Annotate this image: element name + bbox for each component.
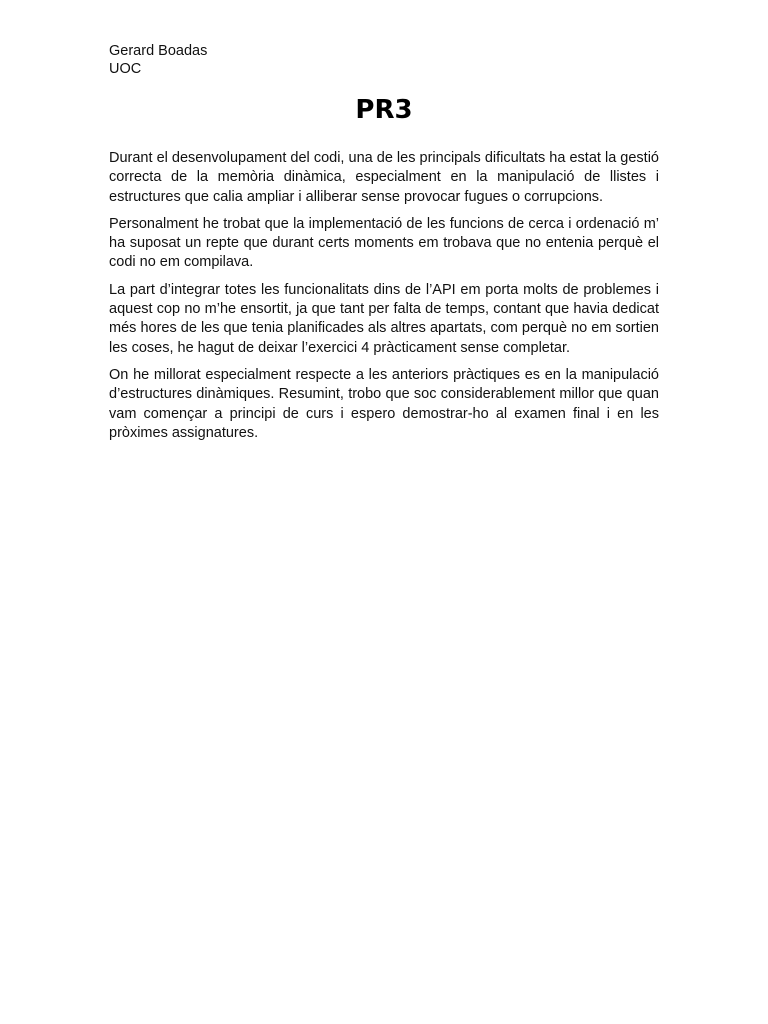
paragraph-3: La part d’integrar totes les funcionalitats dins de l’API em porta molts de problemes i aquest cop no m’he ensortit, ja que tant per falta de temps, contant que havia dedicat més hores de les que tenia planificades als altres apartats, com perquè no em sortien les coses, he hagut de deixar l’exercici 4 pràcticament sense completar. — [109, 281, 659, 356]
paragraph-4: On he millorat especialment respecte a les anteriors pràctiques es en la manipulació d’estructures dinàmiques. Resumint, trobo que soc considerablement millor que quan vam començar a principi de curs i espero demostrar-ho al examen final i en les pròximes assignatures. — [109, 366, 659, 441]
document-body — [109, 149, 659, 451]
author-name: Gerard Boadas — [109, 43, 208, 59]
author-block — [109, 42, 207, 78]
paragraph-2: Personalment he trobat que la implementació de les funcions de cerca i ordenació m’ ha suposat un repte que durant certs moments em trobava que no entenia perquè el codi no em compilava. — [109, 215, 659, 271]
document-title-text: PR3 — [355, 95, 413, 125]
paragraph-1: Durant el desenvolupament del codi, una de les principals dificultats ha estat la gestió correcta de la memòria dinàmica, especialment en la manipulació de llistes i estructures que calia ampliar i alliberar sense provocar fugues o corrupcions. — [109, 150, 659, 205]
institution-name: UOC — [109, 61, 142, 77]
document-title — [0, 93, 768, 127]
